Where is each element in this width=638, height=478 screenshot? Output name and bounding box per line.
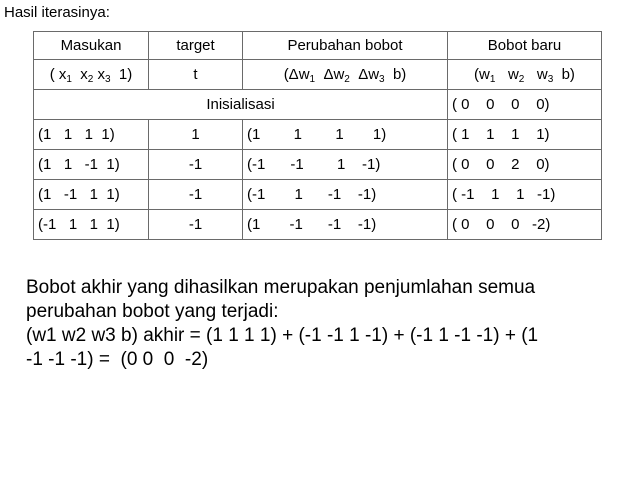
paragraph-line: (w1 w2 w3 b) akhir = (1 1 1 1) + (-1 -1 1 -1) + (-1 1 -1 -1) + (1 — [26, 325, 539, 346]
table-row — [34, 210, 602, 240]
table-row — [34, 150, 602, 180]
col-masukan: Masukan — [34, 32, 149, 60]
init-label: Inisialisasi — [34, 90, 448, 120]
paragraph-line: -1 -1 -1) = (0 0 0 -2) — [26, 349, 209, 370]
cell-perubahan: (-1 -1 1 -1) — [243, 150, 448, 180]
conclusion-paragraph — [26, 276, 626, 372]
table-row — [34, 180, 602, 210]
cell-target: -1 — [149, 150, 243, 180]
paragraph-line: perubahan bobot yang terjadi: — [26, 301, 279, 322]
heading: Hasil iterasinya: — [4, 4, 110, 21]
iteration-table — [33, 31, 602, 240]
init-bobot: ( 0 0 0 0) — [448, 90, 602, 120]
cell-target: 1 — [149, 120, 243, 150]
table-subheader-row — [34, 60, 602, 90]
cell-target: -1 — [149, 210, 243, 240]
col-perubahan-bobot: Perubahan bobot — [243, 32, 448, 60]
cell-bobot: ( -1 1 1 -1) — [448, 180, 602, 210]
subheader-perubahan: ($\Delta w_1$ $\Delta w_2$ $\Delta w_3$ b) — [243, 60, 448, 90]
col-bobot-baru: Bobot baru — [448, 32, 602, 60]
table-row — [34, 120, 602, 150]
cell-perubahan: (1 -1 -1 -1) — [243, 210, 448, 240]
cell-masukan: (1 1 1 1) — [34, 120, 149, 150]
table-header-row — [34, 32, 602, 60]
cell-masukan: (-1 1 1 1) — [34, 210, 149, 240]
cell-bobot: ( 0 0 0 -2) — [448, 210, 602, 240]
cell-perubahan: (-1 1 -1 -1) — [243, 180, 448, 210]
cell-perubahan: (1 1 1 1) — [243, 120, 448, 150]
cell-target: -1 — [149, 180, 243, 210]
col-target: target — [149, 32, 243, 60]
subheader-masukan: ( $x_1$ $x_2$ $x_3$ 1) — [34, 60, 149, 90]
cell-bobot: ( 1 1 1 1) — [448, 120, 602, 150]
cell-masukan: (1 -1 1 1) — [34, 180, 149, 210]
cell-masukan: (1 1 -1 1) — [34, 150, 149, 180]
subheader-bobot: ($w_1$ $w_2$ $w_3$ b) — [448, 60, 602, 90]
table-row-init — [34, 90, 602, 120]
cell-bobot: ( 0 0 2 0) — [448, 150, 602, 180]
subheader-target: t — [149, 60, 243, 90]
paragraph-line: Bobot akhir yang dihasilkan merupakan penjumlahan semua — [26, 277, 536, 298]
